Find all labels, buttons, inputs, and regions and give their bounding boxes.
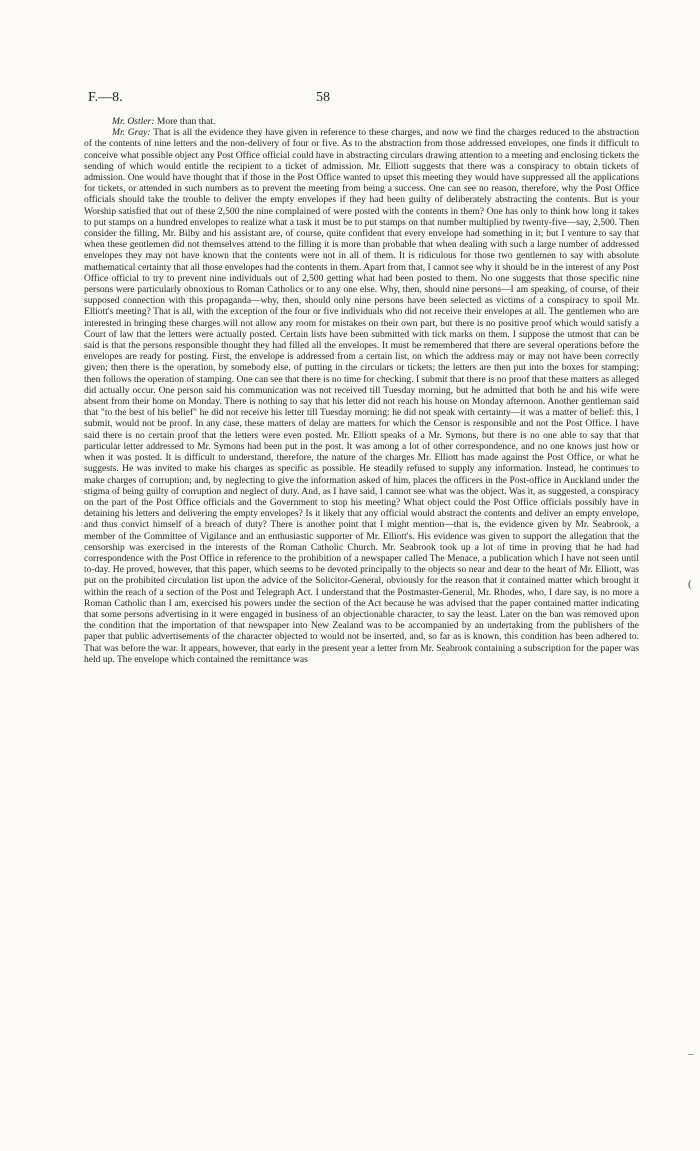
paragraph bbox=[84, 116, 639, 127]
speaker-name: Mr. Gray: bbox=[112, 127, 151, 139]
page-header bbox=[88, 90, 636, 108]
margin-mark: ( bbox=[688, 578, 692, 590]
speaker-name: Mr. Ostler: bbox=[112, 116, 155, 127]
paragraph bbox=[84, 127, 639, 665]
page-number: 58 bbox=[316, 90, 330, 105]
page-body bbox=[84, 116, 639, 665]
document-reference: F.—8. bbox=[88, 90, 123, 105]
paragraph-text: That is all the evidence they have given in reference to these charges, and now we find the charges reduced to the abstraction of the contents of nine letters and the non-delivery of four or five. As to the abstraction from those addressed envelopes, one finds it difficult to conceive what possible object any Post Office official could have in abstracting circulars drawing attention to a meeting and enclosing tickets the sending of which would entitle the recipient to a ticket of admission. Mr. Elliott suggests that there was a conspiracy to obtain tickets of admission. One would have thought that if those in the Post Office wanted to upset this meeting they would have suppressed all the applications for tickets, or attended in such numbers as to prevent the meeting from being a success. One can see no reason, therefore, why the Post Office officials should take the trouble to deliver the empty envelopes if they had been guilty of deliberately abstracting the contents. But is your Worship satisfied that out of these 2,500 the nine complained of were posted with the contents in them? One has only to think how long it takes to put stamps on a hundred envelopes to realize what a task it must be to put stamps on that number multiplied by twenty-five—say, 2,500. Then consider the filling. Mr. Bilby and his assistant are, of course, quite confident that every envelope had something in it; but I venture to say that when these gentlemen did not themselves attend to the filling it is more than probable that when dealing with such a large number of addressed envelopes they may not have known that the contents were not in all of them. It is ridiculous for those two gentlemen to say with absolute mathematical certainty that all those envelopes had the contents in them. Apart from that, I cannot see why it should be in the interest of any Post Office official to try to prevent nine individuals out of 2,500 getting what had been posted to them. No one suggests that those specific nine persons were particularly obnoxious to Roman Catholics or to any one else. Why, then, should nine persons—I am speaking, of course, of their supposed connection with this propaganda—why, then, should only nine persons have been selected as victims of a conspiracy to spoil Mr. Elliott's meeting? That is all, with the exception of the four or five individuals who did not receive their envelopes at all. The gentlemen who are interested in bringing these charges will not allow any room for mistakes on their own part, but there is no positive proof which would satisfy a Court of law that the letters were actually posted. Certain lists have been submitted with tick marks on them. I suppose the utmost that can be said is that the persons responsible thought they had filled all the envelopes. It must be remembered that there are several operations before the envelopes are ready for posting. First, the envelope is addressed from a certain list, on which the address may or may not have been correctly given; then there is the operation, by somebody else, of putting in the circulars or tickets; the letters are then put into the boxes for stamping; then follows the operation of stamping. One can see that there is no time for checking. I submit that there is no proof that these matters as alleged did actually occur. One person said his communication was not received till Tuesday morning, but he admitted that both he and his wife were absent from their home on Monday. There is nothing to say that his letter did not reach his house on Monday afternoon. Another gentleman said that "to the best of his belief" he did not receive his letter till Tuesday morning: he did not speak with certainty—it was a matter of belief: this, I submit, would not be proof. In any case, these matters of delay are matters for which the Censor is responsible and not the Post Office. I have said there is no certain proof that the letters were even posted. Mr. Elliott speaks of a Mr. Symons, but there is no one able to say that that particular letter addressed to Mr. Symons had been put in the post. It was among a lot of other correspondence, and no one knows just how or when it was posted. It is difficult to understand, therefore, the nature of the charges Mr. Elliott has made against the Post Office, or what he suggests. He was invited to make his charges as specific as possible. He steadily refused to supply any information. Instead, he continues to make charges of corruption; and, by neglecting to give the information asked of him, places the officers in the Post-office in Auckland under the stigma of being guilty of corruption and neglect of duty. And, as I have said, I cannot see what was the object. Was it, as suggested, a conspiracy on the part of the Post Office officials and the Government to stop his meeting? What object could the Post Office officials possibly have in detaining his letters and delivering the empty envelopes? Is it likely that any official would abstract the contents and deliver an empty envelope, and thus convict himself of a breach of duty? There is another point that I might mention—that is, the evidence given by Mr. Seabrook, a member of the Committee of Vigilance and an enthusiastic supporter of Mr. Elliott's. His evidence was given to support the allegation that the censorship was exercised in the interests of the Roman Catholic Church. Mr. Seabrook took up a lot of time in proving that he had had correspondence with the Post Office in reference to the prohibition of a newspaper called The Menace, a publication which I have not seen until to-day. He proved, however, that this paper, which seems to be devoted principally to the objects so near and dear to the heart of Mr. Elliott, was put on the prohibited circulation list upon the advice of the Solicitor-General, obviously for the reason that it contained matter which brought it within the reach of a section of the Post and Telegraph Act. I understand that the Postmaster-General, Mr. Rhodes, who, I dare say, is no more a Roman Catholic than I am, exercised his powers under the section of the Act because he was advised that the paper contained matter indicating that some persons advertising in it were engaged in business of an objectionable character, to say the least. Later on the ban was removed upon the condition that the importation of that newspaper into New Zealand was to be accompanied by an undertaking from the publishers of the paper that public advertisements of the character objected to would not be inserted, and, so far as is known, this condition has been adhered to. That was before the war. It appears, however, that early in the present year a letter from Mr. Seabrook containing a subscription for the paper was held up. The envelope which contained the remittance was bbox=[84, 127, 640, 665]
paragraph-text: More than that. bbox=[154, 116, 216, 127]
margin-mark: – bbox=[688, 1048, 694, 1060]
